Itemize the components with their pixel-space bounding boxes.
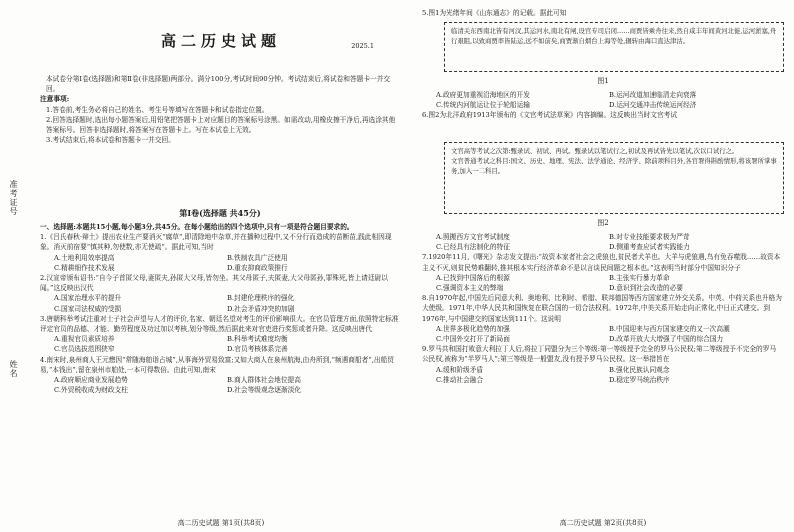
option[interactable]: B.封建伦理秩序的强化	[227, 294, 295, 303]
option[interactable]: C.中国外交打开了新局面	[436, 335, 510, 344]
option[interactable]: A.已找到中国落后的根源	[436, 273, 510, 282]
figure-2-para: 文官高等考试之次第:甄录试、初试、再试。甄录试以笔试行之,初试及再试皆先以笔试,次以口试行之。	[451, 147, 739, 155]
option[interactable]: B.中国迎来与西方国家建交的又一次高潮	[609, 324, 730, 333]
option[interactable]: A.土地利用效率提高	[54, 253, 115, 262]
figure-2-excerpt	[444, 142, 784, 214]
option[interactable]: D.社会矛盾冲突的加剧	[227, 304, 295, 313]
option[interactable]: B.运河改道加速临清走向衰落	[609, 91, 697, 99]
intro-line: 注意事项:	[40, 95, 70, 104]
option[interactable]: A.缓和阶级矛盾	[436, 365, 484, 374]
question-7-options	[422, 273, 782, 293]
intro-line: 1.答卷前,考生务必将自己的姓名、考生号等填写在答题卡和试卷指定位置。	[46, 105, 269, 114]
question-5: 5.图1为光绪年间《山东通志》的记载。据此可知	[422, 9, 567, 17]
option[interactable]: C.官员选拔范围狭窄	[54, 345, 115, 354]
option[interactable]: D.意识到社会改造的必要	[609, 284, 684, 293]
option[interactable]: B.主张实行暴力革命	[609, 273, 670, 282]
option[interactable]: A.重视官员素质培养	[54, 335, 115, 344]
name-label: 姓名	[9, 360, 18, 378]
question-6: 6.图2为北洋政府1913年颁布的《文官考试法草案》内容摘编。这反映出当时文官考试	[422, 111, 678, 120]
option[interactable]: A.世界多极化趋势的加强	[436, 324, 510, 333]
question-3-options	[40, 334, 400, 354]
option[interactable]: A.政府顺应商业发展趋势	[54, 376, 128, 385]
section-heading: 第Ⅰ卷(选择题 共45分)	[179, 208, 261, 218]
option[interactable]: A.照搬西方文官考试制度	[436, 233, 510, 241]
option[interactable]: C.推动社会融合	[436, 375, 484, 384]
question-9-options	[422, 365, 782, 385]
option[interactable]: B.商人群体社会地位提高	[227, 376, 301, 385]
option[interactable]: C.精耕细作技术发展	[54, 263, 115, 272]
page-footer: 高二历史试题 第1页(共8页)	[177, 518, 265, 527]
page-2	[422, 0, 784, 532]
question-7: 7.1920年11月,《曙光》杂志发文提出:“故资本家者社会之虎狼也,贫民者犬羊也。大羊与虎狼遇,鸟有免吞噬戕……故资本主义不灭,则贫民势难翻转,推其根本实行经济革命不是以言谈民间题之根本也。”这表明当时部分中国知识分子	[422, 253, 781, 272]
section-note: 一、选择题:本题共15小题,每小题3分,共45分。在每小题给出的四个选项中,只有一项是符合题目要求的。	[40, 223, 354, 231]
figure-2-para: 文官普通考试之科目:国文、历史、地理、宪法、法学通论、经济学、除前项科目外,各官署得斟酌情形,将该署所掌事务,加入一二科目。	[451, 157, 777, 175]
exam-date: 2025.1	[351, 42, 374, 50]
question-list-2	[422, 232, 782, 385]
option[interactable]: C.国家司法权威的受损	[54, 304, 122, 313]
option[interactable]: B.铁制农具广泛使用	[227, 253, 288, 262]
option[interactable]: C.已经具有法制化的特征	[436, 243, 510, 252]
question-1-options	[40, 253, 400, 273]
option[interactable]: D.重农抑商政策推行	[227, 263, 288, 272]
option[interactable]: D.运河交通冲击传统运河经济	[609, 101, 697, 110]
option[interactable]: D.官员考核体系完善	[227, 345, 288, 354]
question-8-options	[422, 324, 782, 344]
option[interactable]: D.稳定罗马统治秩序	[609, 375, 670, 384]
intro-line: 2.回答选择题时,选出每小题答案后,用铅笔把答题卡上对应题目的答案标号涂黑。如需改动,用橡皮擦干净后,再选涂其他答案标号。回答非选择题时,将答案写在答题卡上。写在本试卷上无效。	[46, 115, 396, 135]
figure-1-caption: 图1	[597, 77, 609, 85]
question-list	[40, 222, 400, 395]
instructions	[40, 74, 400, 145]
question-1: 1.《吕氏春秋·辩土》提出农业生产要消灭“腐草”,即清除地中杂草,并在播种过程中,又不分行而造成的苗断苗,践此相因现象。消灭前宿要“慎其种,勿使数,亦无使疏”。据此可知,当时	[40, 233, 392, 252]
exam-number-label: 准考证号	[9, 180, 18, 216]
option[interactable]: A.政府更加重视沿海地区的开发	[436, 91, 530, 99]
page-1	[40, 0, 402, 532]
question-6-options	[422, 232, 782, 252]
option[interactable]: C.传统内河航运让位于轮船运输	[436, 101, 530, 110]
question-3: 3.唐朝科举考试注重对士子社会声望与人才的评价,名家、朝廷名望对考生的评价影响很大。在官员管理方面,依照特定标准评定官员的品德、才能、勤劳程度及功过加以考核,划分等级,然后据此来对官吏进行奖惩或者升降。这反映出唐代	[40, 314, 399, 334]
question-2: 2.汉宣帝颁布诏书:“自今子首匿父母,妻匿夫,孙匿大父母,皆勿坐。其父母匿子,夫匿妻,大父母匿孙,罪殊死,皆上请廷尉以闻。”这反映出汉代	[40, 274, 388, 293]
figure-2-caption: 图2	[597, 219, 609, 227]
figure-1-excerpt: 临清关东西南北皆有河汊,其运河水,南北有闸,设官专司启闭……商贾皆乘舟往来,然自咸丰年间黄河北徙,运河淤塞,舟行艰阻,以致商贾率皆陆运,远不如前矣,商贾渐自烟台上海等处,辗转由海口直达津沽。	[444, 22, 784, 72]
option[interactable]: B.科举考试难度均衡	[227, 335, 288, 344]
question-4-options	[40, 375, 400, 395]
question-5-options-wrap	[422, 90, 782, 121]
option[interactable]: A.国家治理水平的提升	[54, 294, 122, 303]
question-8: 8.自1970年起,中国先后同意大利、奥地利、比利时、希腊、联邦德国等西方国家建立外交关系。中英、中荷关系也升格为大使级。1971年,中华人民共和国恢复在联合国的一切合法权利。1972年,中美关系开始走向正常化,中日正式建交。到1976年,与中国建交的国家达到111个。这说明	[422, 294, 782, 323]
question-5-options	[422, 90, 782, 110]
intro-line: 3.考试结束后,将本试卷和答题卡一并交回。	[46, 136, 175, 145]
option[interactable]: D.社会等级观念逐渐淡化	[227, 386, 302, 395]
option[interactable]: B.强化民族认同观念	[609, 365, 670, 374]
option[interactable]: B.对专业技能要求极为严苛	[609, 233, 690, 241]
question-2-options	[40, 293, 400, 313]
option[interactable]: D.侧重考查应试者实践能力	[609, 243, 690, 252]
question-4: 4.南宋时,泉州商人王元懋因“常随海舶诣占城”,从事海外贸易致富;又如大商人在泉州航海,由舟所到,“频遇商船者”,出船贸易,“本钱出”,留在泉州市舶处,一本可得数倍。由此可知,南宋	[40, 355, 394, 374]
page-footer: 高二历史试题 第2页(共8页)	[559, 518, 647, 527]
option[interactable]: C.外贸税收成为财政支柱	[54, 386, 128, 395]
page-title: 高二历史试题	[160, 32, 281, 50]
intro-line: 本试卷分第Ⅰ卷(选择题)和第Ⅱ卷(非选择题)两部分。满分100分,考试时间90分钟。考试结束后,将试卷和答题卡一并交回。	[46, 75, 391, 94]
option[interactable]: C.强调资本主义的弊端	[436, 284, 504, 293]
option[interactable]: D.改革开放大大增强了中国的综合国力	[609, 335, 724, 344]
binding-margin	[0, 0, 34, 532]
question-9: 9.罗马共和国打败意大利拉丁人后,将拉丁同盟分为三个等级:第一等级授予完全的罗马公民权;第二等级授予不完全的罗马公民权,被称为“半罗马人”;第三等级是一般盟友,没有授予罗马公民权。这一举措旨在	[422, 345, 777, 364]
